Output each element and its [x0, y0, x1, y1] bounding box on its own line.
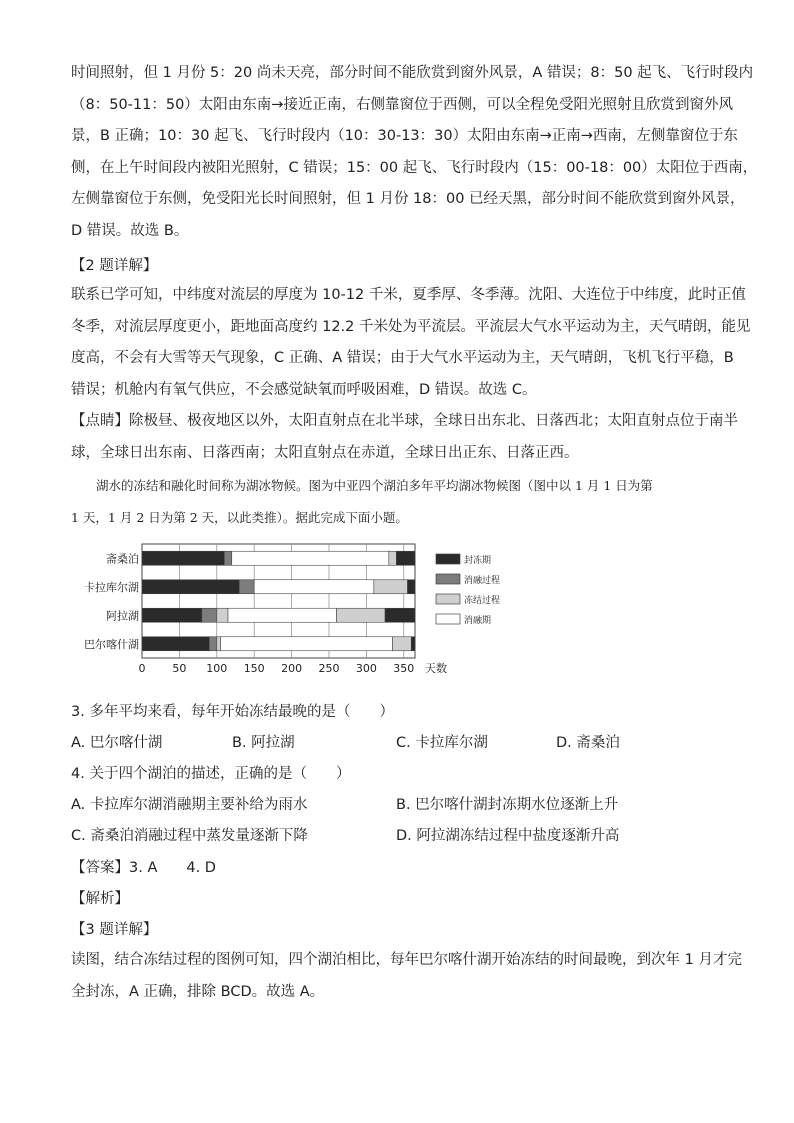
- bar-segment: [142, 608, 202, 622]
- bar-segment: [389, 551, 396, 565]
- text-line: 1 天，1 月 2 日为第 2 天，以此类推）。据此完成下面小题。: [71, 510, 408, 525]
- x-tick-label: 200: [281, 662, 303, 675]
- text-line: 联系已学可知，中纬度对流层的厚度为 10-12 千米，夏季厚、冬季薄。沈阳、大连位于中纬度，此时正值: [71, 287, 746, 303]
- x-tick-label: 350: [393, 662, 415, 675]
- explanation-q2-paragraph: [71, 280, 751, 406]
- x-axis-label: 天数: [425, 662, 447, 675]
- text-line: 湖水的冻结和融化时间称为湖冰物候。图为中亚四个湖泊多年平均湖冰物候图（图中以 1 月 1 日为第: [96, 478, 653, 493]
- bar-segment: [221, 637, 393, 651]
- text-line: 全封冻，A 正确，排除 BCD。故选 A。: [71, 983, 325, 1000]
- q3-option-d[interactable]: D. 斋桑泊: [556, 735, 620, 751]
- x-tick-label: 250: [318, 662, 340, 675]
- legend-swatch: [436, 574, 460, 584]
- bar-segment: [385, 608, 415, 622]
- bar-segment: [217, 637, 221, 651]
- q4-option-d[interactable]: D. 阿拉湖冻结过程中盐度逐渐升高: [396, 828, 620, 844]
- x-tick-label: 0: [138, 662, 146, 675]
- bar-segment: [224, 551, 231, 565]
- legend-swatch: [436, 554, 460, 564]
- legend-label: 封冻期: [464, 556, 492, 566]
- chart-svg: [84, 540, 520, 680]
- lake-label: 巴尔喀什湖: [84, 637, 139, 651]
- text-line: 左侧靠窗位于东侧，免受阳光长时间照射，但 1 月份 18：00 已经天黑，部分时间不能欣赏到窗外风景，: [71, 191, 745, 207]
- text-line: D 错误。故选 B。: [71, 222, 189, 239]
- lake-label: 卡拉库尔湖: [84, 580, 139, 594]
- bar-segment: [202, 608, 217, 622]
- lake-label: 阿拉湖: [106, 609, 139, 623]
- lake-ice-phenology-chart: [84, 540, 520, 680]
- text-line: 冬季，对流层厚度更小，距地面高度约 12.2 千米处为平流层。平流层大气水平运动为主，天气晴朗，能见: [71, 318, 751, 335]
- text-line: 时间照射，但 1 月份 5：20 尚未天亮，部分时间不能欣赏到窗外风景，A 错误；8：50 起飞、飞行时段内: [71, 65, 754, 81]
- bar-segment: [239, 580, 254, 594]
- text-line: 球，全球日出东南、日落西南；太阳直射点在赤道，全球日出正东、日落正西。: [71, 444, 579, 461]
- x-tick-label: 150: [243, 662, 265, 675]
- text-line: 景，B 正确；10：30 起飞、飞行时段内（10：30-13：30）太阳由东南→正南→西南，左侧靠窗位于东: [71, 128, 738, 144]
- answer-line: 【答案】3. A 4. D: [71, 860, 216, 876]
- legend-swatch: [436, 614, 460, 624]
- legend-swatch: [436, 594, 460, 604]
- legend-label: 消融过程: [464, 576, 501, 586]
- q2-heading: 【2 题详解】: [71, 258, 158, 274]
- text-line: 度高，不会有大雪等天气现象，C 正确、A 错误；由于大气水平运动为主，天气晴朗，飞机飞行平稳，B: [71, 350, 734, 366]
- explanation-q1-paragraph: [71, 58, 758, 247]
- bar-segment: [217, 608, 228, 622]
- explanation-q3-paragraph: [71, 945, 742, 1008]
- q4-option-b[interactable]: B. 巴尔喀什湖封冻期水位逐渐上升: [396, 797, 619, 813]
- bar-segment: [374, 580, 408, 594]
- x-tick-label: 50: [172, 662, 187, 675]
- legend-label: 冻结过程: [464, 596, 501, 606]
- bar-segment: [209, 637, 216, 651]
- analysis-heading: 【解析】: [71, 891, 129, 907]
- bar-segment: [393, 637, 412, 651]
- q4-option-c[interactable]: C. 斋桑泊消融过程中蒸发量逐渐下降: [71, 828, 308, 844]
- q3-option-c[interactable]: C. 卡拉库尔湖: [396, 735, 488, 751]
- bar-segment: [408, 580, 415, 594]
- x-tick-label: 300: [355, 662, 377, 675]
- bar-segment: [142, 551, 224, 565]
- text-line: 读图，结合冻结过程的图例可知，四个湖泊相比，每年巴尔喀什湖开始冻结的时间最晚，到次年 1 月才完: [71, 952, 742, 968]
- bar-segment: [142, 637, 209, 651]
- legend-label: 消融期: [464, 616, 492, 626]
- lake-label: 斋桑泊: [106, 552, 139, 566]
- bar-segment: [228, 608, 336, 622]
- bar-segment: [142, 580, 239, 594]
- text-line: 侧，在上午时间段内被阳光照射，C 错误；15：00 起飞、飞行时段内（15：00-18：00）太阳位于西南，: [71, 159, 758, 176]
- bar-segment: [232, 551, 389, 565]
- q3-option-a[interactable]: A. 巴尔喀什湖: [71, 735, 163, 751]
- passage-intro: [71, 470, 736, 534]
- q3-heading: 【3 题详解】: [71, 922, 158, 938]
- bar-segment: [254, 580, 374, 594]
- text-line: 错误；机舱内有氧气供应，不会感觉缺氧而呼吸困难，D 错误。故选 C。: [71, 381, 537, 398]
- text-line: （8：50-11：50）太阳由东南→接近正南，右侧靠窗位于西侧，可以全程免受阳光照射且欣赏到窗外风: [71, 96, 733, 113]
- q3-option-b[interactable]: B. 阿拉湖: [232, 735, 295, 751]
- text-line: 【点睛】除极昼、极夜地区以外，太阳直射点在北半球，全球日出东北、日落西北；太阳直射点位于南半: [71, 413, 738, 429]
- question-3-stem: 3. 多年平均来看，每年开始冻结最晚的是（ ）: [71, 704, 394, 720]
- question-4-stem: 4. 关于四个湖泊的描述，正确的是（ ）: [71, 766, 351, 782]
- bar-segment: [336, 608, 385, 622]
- q4-option-a[interactable]: A. 卡拉库尔湖消融期主要补给为雨水: [71, 797, 308, 813]
- bar-segment: [396, 551, 415, 565]
- tip-paragraph: [71, 406, 738, 469]
- x-tick-label: 100: [206, 662, 228, 675]
- bar-segment: [411, 637, 415, 651]
